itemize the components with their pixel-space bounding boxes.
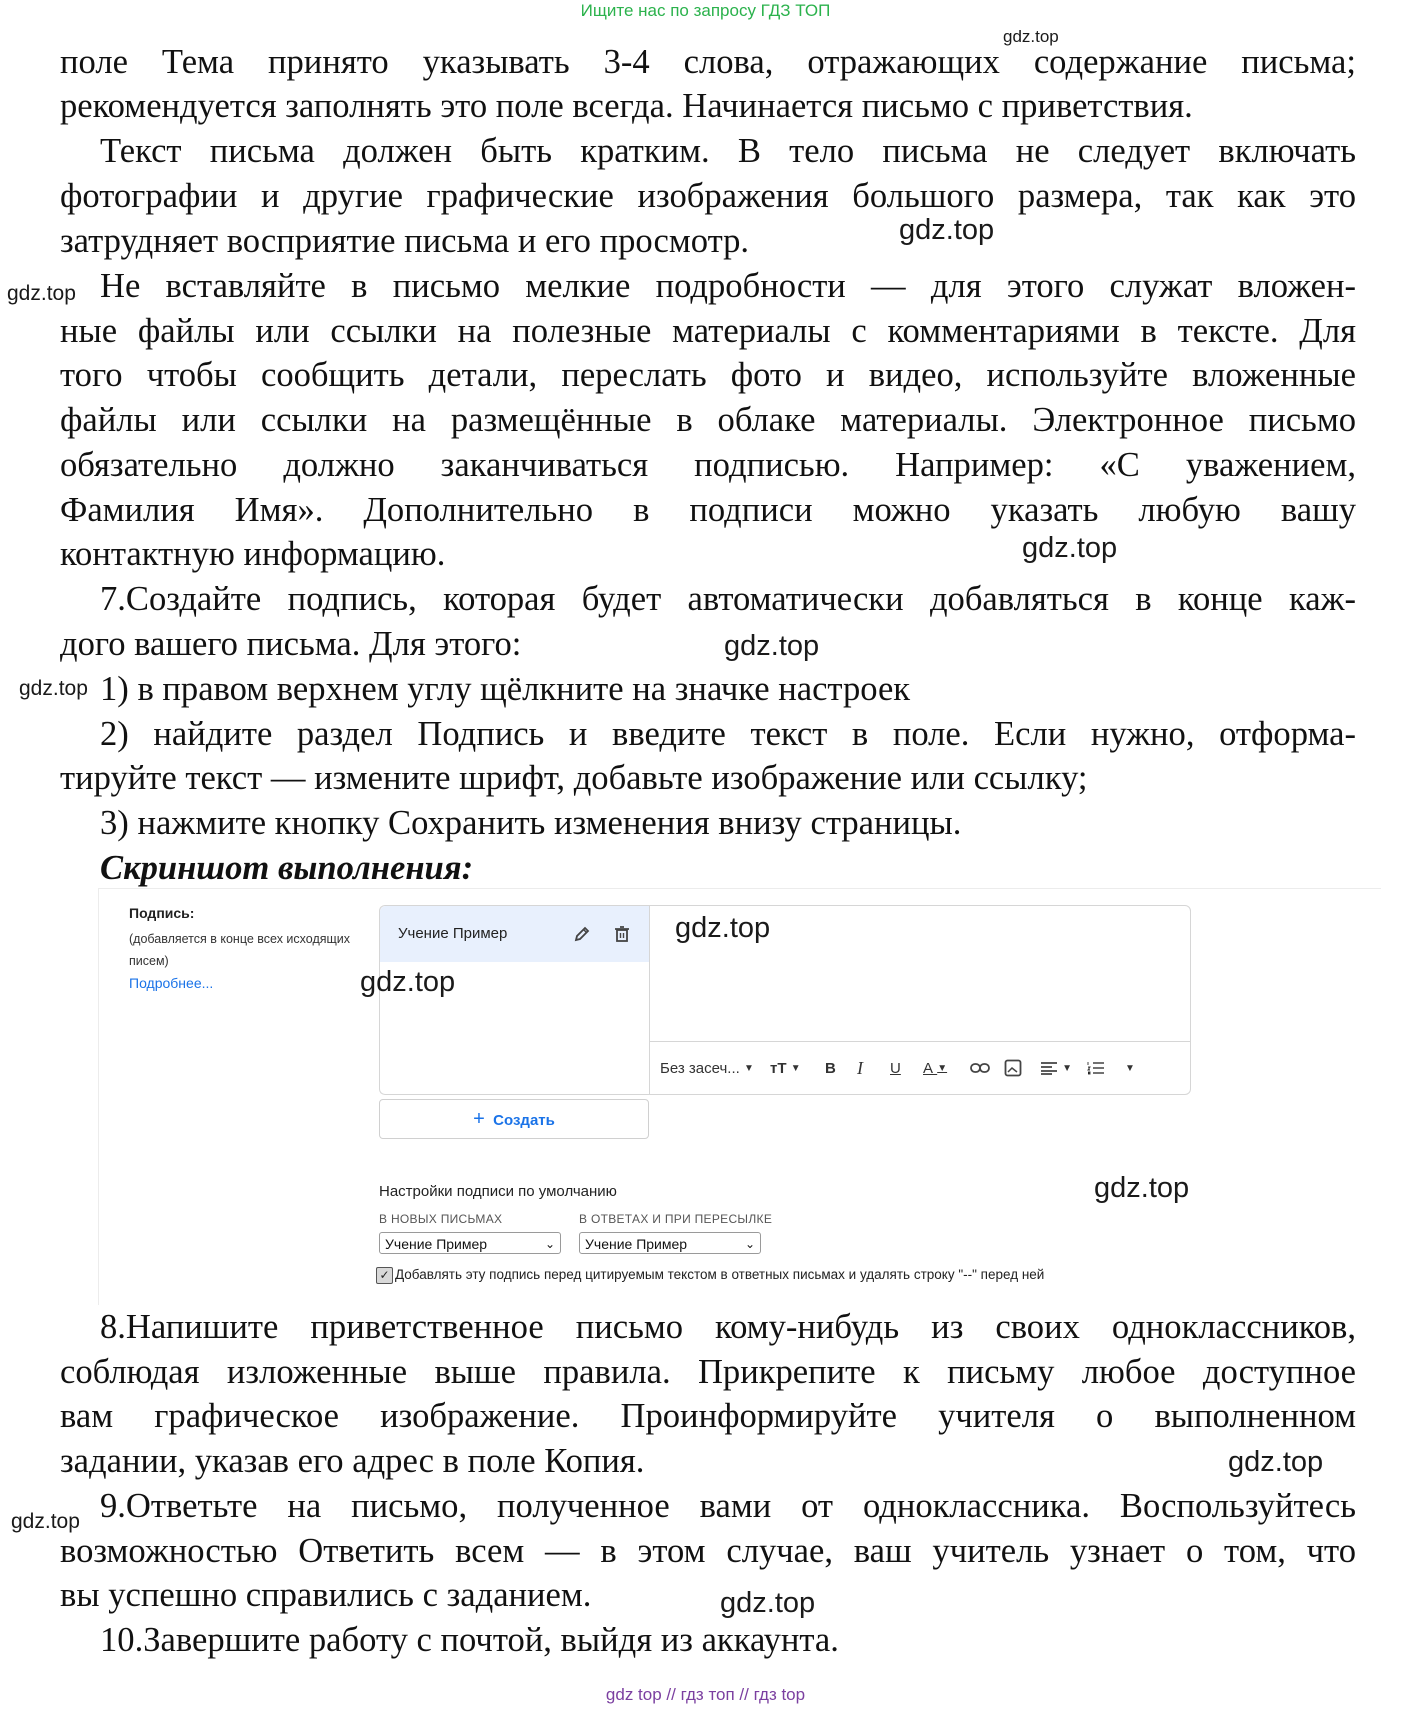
text-line: 10.Завершите работу с почтой, выйдя из аккаунта.: [100, 1621, 839, 1659]
image-icon[interactable]: [1004, 1056, 1022, 1080]
watermark: gdz.top: [720, 1587, 816, 1619]
text-line: задании, указав его адрес в поле Копия.: [60, 1442, 645, 1480]
text-line: соблюдая изложенные выше правила. Прикрепите к письму любое доступное: [60, 1353, 1356, 1391]
replies-label: В ОТВЕТАХ И ПРИ ПЕРЕСЫЛКЕ: [579, 1212, 773, 1226]
watermark: gdz.top: [1094, 1172, 1190, 1204]
chevron-down-icon: ⌄: [744, 1237, 755, 1251]
underline-icon[interactable]: U: [890, 1059, 901, 1077]
signature-name: Учение Пример: [398, 925, 508, 942]
text-line: Фамилия Имя». Дополнительно в подписи можно указать любую вашу: [60, 491, 1356, 529]
more-tools-icon[interactable]: ▼: [1125, 1062, 1135, 1074]
new-letters-select[interactable]: Учение Пример ⌄: [379, 1232, 561, 1254]
more-link[interactable]: Подробнее...: [129, 975, 214, 991]
chevron-down-icon: ⌄: [544, 1237, 555, 1251]
text-line: возможностью Ответить всем — в этом случае, ваш учитель узнает о том, что: [60, 1532, 1356, 1570]
signature-settings-screenshot: [98, 888, 1381, 1305]
text-line: вы успешно справились с заданием.: [60, 1576, 592, 1614]
top-banner[interactable]: Ищите нас по запросу ГДЗ ТОП: [580, 1, 831, 20]
watermark: gdz.top: [1022, 532, 1118, 564]
watermark: gdz.top: [899, 214, 995, 246]
watermark: gdz.top: [19, 677, 88, 700]
new-letters-label: В НОВЫХ ПИСЬМАХ: [379, 1212, 503, 1226]
text-line: тируйте текст — измените шрифт, добавьте изображение или ссылку;: [60, 759, 1088, 797]
watermark: gdz.top: [1228, 1446, 1324, 1478]
trash-icon[interactable]: [612, 924, 632, 944]
text-line: ные файлы или ссылки на полезные материалы с комментариями в тексте. Для: [60, 312, 1356, 350]
text-color-icon[interactable]: A ▼: [923, 1059, 948, 1077]
text-line: поле Тема принято указывать 3-4 слова, отражающих содержание письма;: [60, 43, 1356, 81]
watermark: gdz.top: [7, 282, 76, 305]
watermark: gdz.top: [1003, 27, 1059, 46]
align-icon[interactable]: ▼: [1040, 1056, 1072, 1080]
bold-icon[interactable]: B: [825, 1059, 836, 1077]
text-line: 7.Создайте подпись, которая будет автоматически добавляться в конце каж-: [100, 580, 1356, 618]
watermark: gdz.top: [360, 966, 456, 998]
text-line: того чтобы сообщить детали, переслать фото и видео, используйте вложенные: [60, 356, 1356, 394]
signature-label: Подпись:: [129, 905, 195, 921]
signature-hint: (добавляется в конце всех исходящих писем): [129, 932, 351, 968]
text-line: обязательно должно заканчиваться подписью. Например: «С уважением,: [60, 446, 1356, 484]
text-line: контактную информацию.: [60, 535, 446, 573]
text-line: Не вставляйте в письмо мелкие подробности — для этого служат вложен-: [100, 267, 1356, 305]
text-line: дого вашего письма. Для этого:: [60, 625, 522, 663]
signature-item[interactable]: [380, 906, 650, 962]
default-settings-title: Настройки подписи по умолчанию: [379, 1183, 617, 1200]
link-icon[interactable]: [970, 1056, 990, 1080]
text-line: Текст письма должен быть кратким. В тело письма не следует включать: [100, 132, 1356, 170]
text-line: фотографии и другие графические изображения большого размера, так как это: [60, 177, 1356, 215]
text-line: затрудняет восприятие письма и его просмотр.: [60, 222, 750, 260]
create-signature-button[interactable]: + Создать: [379, 1099, 649, 1139]
text-line: 9.Ответьте на письмо, полученное вами от одноклассника. Воспользуйтесь: [100, 1487, 1356, 1525]
text-line: рекомендуется заполнять это поле всегда. Начинается письмо с приветствия.: [60, 87, 1193, 125]
pencil-icon[interactable]: [572, 924, 592, 944]
toolbar-divider: [650, 1041, 1190, 1042]
quote-checkbox[interactable]: ✓: [376, 1267, 393, 1284]
watermark: gdz.top: [675, 912, 771, 944]
watermark: gdz.top: [724, 630, 820, 662]
italic-icon[interactable]: I: [857, 1057, 863, 1078]
font-select[interactable]: Без засеч... ▼: [660, 1059, 754, 1077]
font-size-icon[interactable]: тT ▼: [770, 1059, 801, 1077]
watermark: gdz.top: [11, 1510, 80, 1533]
text-line: 1) в правом верхнем углу щёлкните на значке настроек: [100, 670, 911, 708]
text-line: 8.Напишите приветственное письмо кому-нибудь из своих одноклассников,: [100, 1308, 1356, 1346]
signature-list: [379, 905, 650, 1095]
replies-select[interactable]: Учение Пример ⌄: [579, 1232, 761, 1254]
numbered-list-icon[interactable]: [1087, 1056, 1105, 1080]
quote-checkbox-label: Добавлять эту подпись перед цитируемым текстом в ответных письмах и удалять строку "--" перед ней: [395, 1267, 1045, 1282]
text-line: вам графическое изображение. Проинформируйте учителя о выполненном: [60, 1397, 1356, 1435]
text-line: 3) нажмите кнопку Сохранить изменения внизу страницы.: [100, 804, 962, 842]
text-line: 2) найдите раздел Подпись и введите текст в поле. Если нужно, отформа-: [100, 715, 1356, 753]
screenshot-heading: Скриншот выполнения:: [100, 849, 474, 887]
text-line: файлы или ссылки на размещённые в облаке материалы. Электронное письмо: [60, 401, 1356, 439]
footer-links[interactable]: gdz top // гдз топ // гдз top: [605, 1685, 806, 1704]
